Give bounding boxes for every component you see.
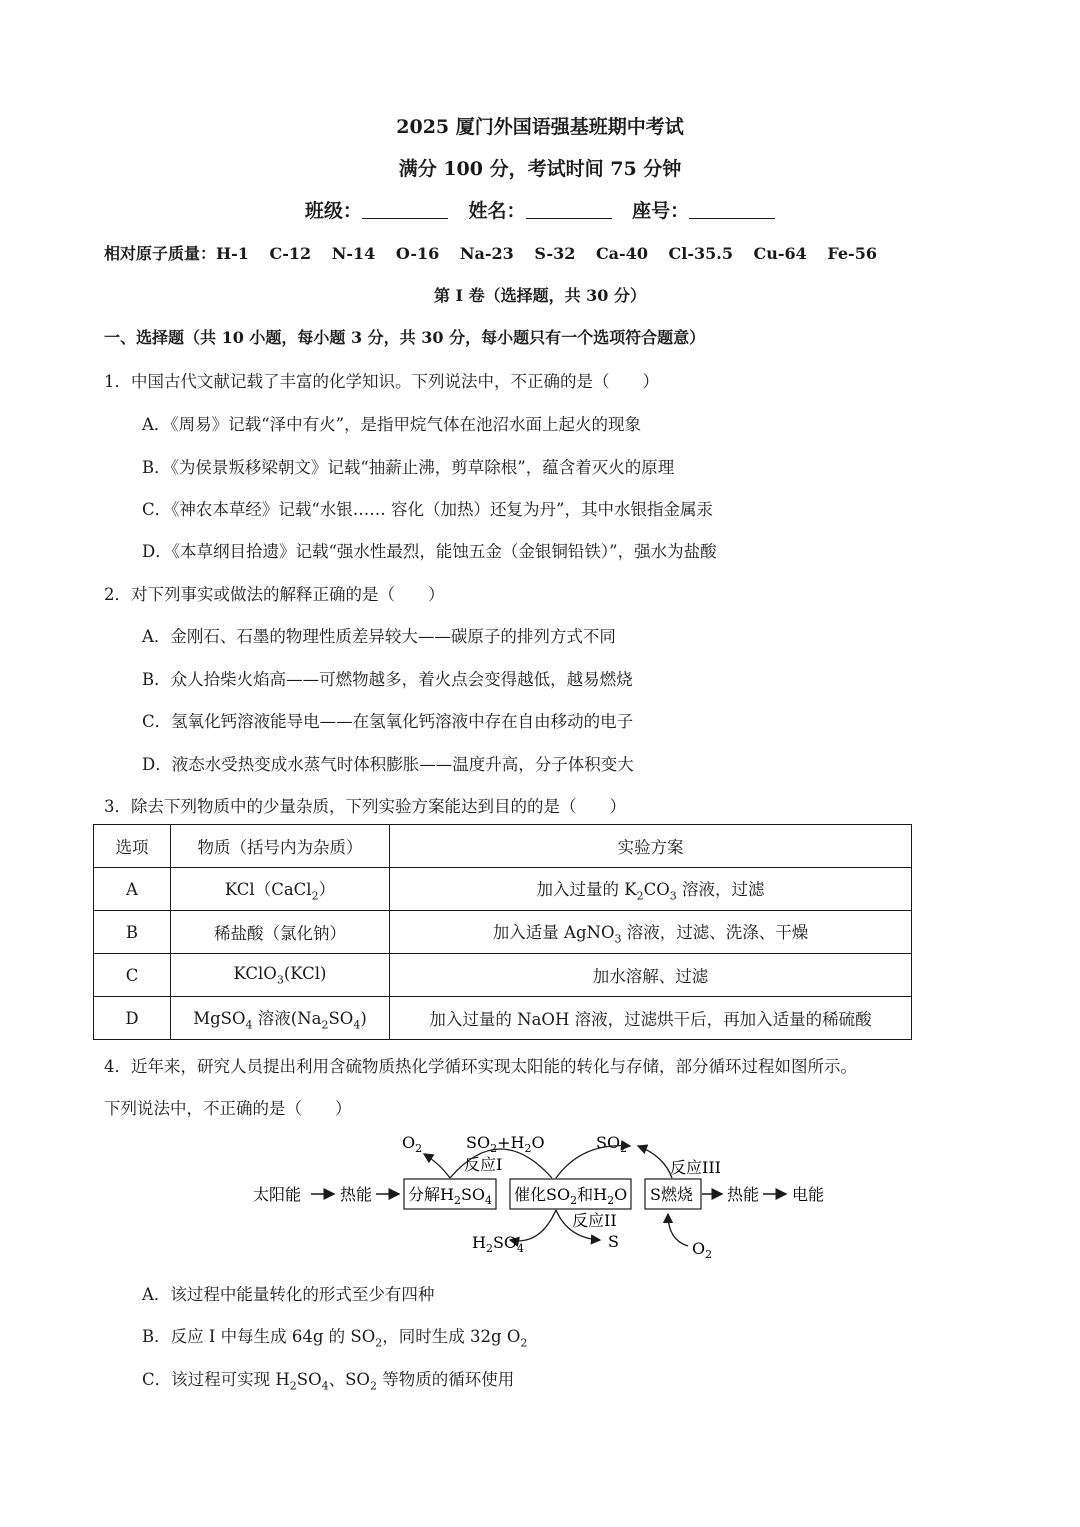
table-row [94, 997, 912, 1040]
q1-stem: 1．中国古代文献记载了丰富的化学知识。下列说法中，不正确的是（ ） [104, 372, 659, 391]
q1-option-c: C．《神农本草经》记载“水银…… 容化（加热）还复为丹”，其中水银指金属汞 [142, 500, 713, 519]
atomic-masses [104, 241, 877, 264]
q4-option-b: B．反应 I 中每生成 64g 的 $SO_2$，同时生成 32g $O_2$ [142, 1327, 528, 1350]
row-substance: KCl（CaCl$_2$） [171, 868, 390, 911]
row-option: B [94, 911, 171, 954]
table-row [94, 954, 912, 997]
sulfur-product-label: S [608, 1232, 619, 1251]
row-plan: 加入适量 AgNO$_3$ 溶液，过滤、洗涤、干燥 [390, 911, 912, 954]
class-blank[interactable] [362, 200, 448, 219]
row-substance: KClO$_3$(KCl) [171, 954, 390, 997]
row-option: C [94, 954, 171, 997]
row-plan: 加水溶解、过滤 [390, 954, 912, 997]
student-info-line [0, 196, 1080, 223]
q1-option-d: D．《本草纲目拾遗》记载“强水性最烈，能蚀五金（金银铜铅铁）”，强水为盐酸 [142, 542, 717, 561]
table-header-cell: 实验方案 [390, 825, 912, 868]
row-option: A [94, 868, 171, 911]
electric-energy-label: 电能 [792, 1185, 825, 1204]
row-option: D [94, 997, 171, 1040]
table-header-cell: 物质（括号内为杂质） [171, 825, 390, 868]
row-plan: 加入过量的 $K_2CO_3$ 溶液，过滤 [390, 868, 912, 911]
o2-product-label: $O_2$ [402, 1133, 423, 1155]
reaction-3-label: 反应III [670, 1158, 721, 1177]
row-substance: MgSO$_4$ 溶液$(Na_2SO_4)$ [171, 997, 390, 1040]
name-label: 姓名： [468, 200, 526, 222]
q1-option-a: A．《周易》记载“泽中有火”，是指甲烷气体在池沼水面上起火的现象 [142, 415, 642, 434]
q3-table [93, 824, 912, 1040]
q3-stem: 3．除去下列物质中的少量杂质，下列实验方案能达到目的的是（ ） [104, 797, 626, 816]
table-header-cell: 选项 [94, 825, 171, 868]
atomic-mass-item: Na-23 [459, 244, 514, 263]
name-blank[interactable] [526, 200, 612, 219]
atomic-mass-item: Fe-56 [827, 244, 877, 263]
atomic-mass-item: Cl-35.5 [668, 244, 733, 263]
exam-title: 2025 厦门外国语强基班期中考试 [396, 116, 684, 138]
q2-option-a: A．金刚石、石墨的物理性质差异较大——碳原子的排列方式不同 [142, 627, 616, 646]
reaction-1-arrow-o2 [424, 1154, 450, 1178]
atomic-mass-item: N-14 [331, 244, 376, 263]
so2-top-label: $SO_2$ [596, 1133, 628, 1155]
section-title: 一、选择题（共 10 小题，每小题 3 分，共 30 分，每小题只有一个选项符合题意） [104, 328, 706, 347]
o2-input-label: $O_2$ [692, 1239, 713, 1261]
so2-h2o-product-label: $SO_2+H_2O$ [466, 1133, 545, 1155]
table-row [94, 868, 912, 911]
atomic-mass-item: C-12 [269, 244, 312, 263]
seat-blank[interactable] [689, 200, 775, 219]
reaction-3-arrow [638, 1146, 672, 1178]
box-catalyze-so2-h2o-text: 催化$SO_2$和$H_2O$ [514, 1185, 628, 1207]
q2-stem: 2．对下列事实或做法的解释正确的是（ ） [104, 585, 445, 604]
reaction-1-label: 反应I [464, 1155, 503, 1174]
heat-energy-label-1: 热能 [340, 1185, 373, 1204]
o2-input-arrow [668, 1214, 688, 1246]
atomic-mass-item: O-16 [395, 244, 440, 263]
h2so4-product-label: $H_2SO_4$ [472, 1233, 525, 1255]
row-plan: 加入过量的 NaOH 溶液，过滤烘干后，再加入适量的稀硫酸 [390, 997, 912, 1040]
atomic-mass-item: H-1 [216, 244, 249, 263]
seat-label: 座号： [632, 200, 690, 222]
atomic-mass-item: Ca-40 [595, 244, 648, 263]
class-label: 班级： [304, 200, 362, 222]
reaction-2-label: 反应II [572, 1211, 617, 1230]
atomic-mass-item: S-32 [534, 244, 576, 263]
q4-option-a: A．该过程中能量转化的形式至少有四种 [142, 1285, 435, 1304]
atomic-masses-label: 相对原子质量： [104, 244, 217, 263]
q4-option-c: C．该过程可实现 $H_2SO_4$、$SO_2$ 等物质的循环使用 [142, 1370, 515, 1393]
sulfur-cycle-diagram [0, 1128, 1080, 1268]
q1-option-b: B．《为侯景叛移梁朝文》记载“抽薪止沸，剪草除根”，蕴含着灭火的原理 [142, 458, 675, 477]
part-title: 第 I 卷（选择题，共 30 分） [433, 286, 647, 305]
heat-energy-label-2: 热能 [727, 1185, 760, 1204]
exam-subtitle: 满分 100 分，考试时间 75 分钟 [398, 158, 682, 180]
q2-option-b: B．众人拾柴火焰高——可燃物越多，着火点会变得越低，越易燃烧 [142, 670, 633, 689]
box-sulfur-burn-text: S燃烧 [650, 1185, 693, 1204]
table-header-row [94, 825, 912, 868]
atomic-mass-item: Cu-64 [753, 244, 807, 263]
q4-stem-line1: 4．近年来，研究人员提出利用含硫物质热化学循环实现太阳能的转化与存储，部分循环过程如图所示。 [104, 1057, 857, 1076]
row-substance: 稀盐酸（氯化钠） [171, 911, 390, 954]
q2-option-d: D．液态水受热变成水蒸气时体积膨胀——温度升高，分子体积变大 [142, 755, 634, 774]
q2-option-c: C．氢氧化钙溶液能导电——在氢氧化钙溶液中存在自由移动的电子 [142, 712, 634, 731]
q4-stem-line2: 下列说法中，不正确的是（ ） [104, 1099, 352, 1118]
table-row [94, 911, 912, 954]
box-decompose-h2so4-text: 分解$H_2SO_4$ [408, 1185, 493, 1207]
solar-energy-label: 太阳能 [253, 1185, 302, 1204]
